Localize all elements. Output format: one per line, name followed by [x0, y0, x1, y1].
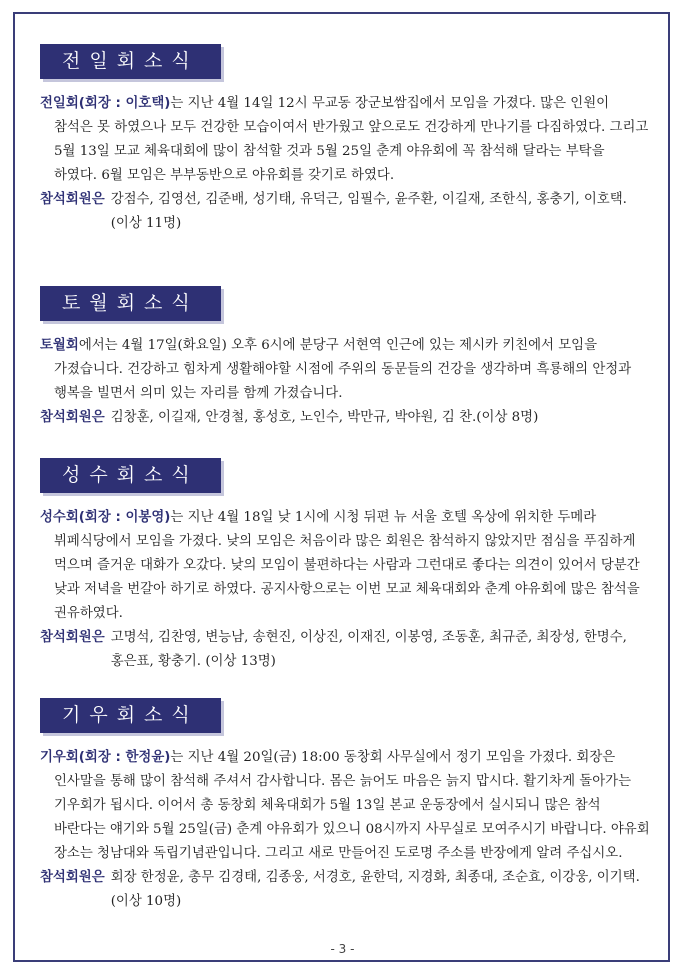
paragraph-text: 는 지난 4월 14일 12시 무교동 장군보쌈집에서 모임을 가졌다. 많은 인원이 참석은 못 하였으나 모두 건강한 모습이여서 반가웠고 앞으로도 건강하게 만나기를 다짐하였다. 그리고 5월 13일 모교 체육대회에 많이 참석할 것과 5월 25일 춘계 야유회에 꼭 참석해 달라는 부탁을 하였다. 6월 모임은 부부동반으로 야유회를 갖기로 하였다.: [54, 96, 649, 183]
paragraph-text: 에서는 4월 17일(화요일) 오후 6시에 분당구 서현역 인근에 있는 제시카 키친에서 모임을 가졌습니다. 건강하고 힘차게 생활해야할 시점에 주위의 동문들의 건강을 생각하며 흑룡해의 안정과 행복을 빌면서 의미 있는 자리를 함께 가졌습니다.: [54, 338, 632, 401]
attendees-row: [40, 626, 650, 674]
section-title: 전일회소식: [40, 44, 221, 79]
attendees-label: 참석회원은: [40, 192, 105, 207]
paragraph-text: 는 지난 4월 18일 낮 1시에 시청 뒤편 뉴 서울 호텔 옥상에 위치한 두메라 뷔페식당에서 모임을 가졌다. 낮의 모임은 처음이라 많은 회원은 참석하지 않았지만 점심을 푸짐하게 먹으며 즐거운 대화가 오갔다. 낮의 모임이 불편하다는 사람과 그런대로 좋다는 의견이 있어서 당분간 낮과 저녁을 번갈아 하기로 하였다. 공지사항으로는 이번 모교 체육대회와 춘계 야유회에 많은 참석을 권유하였다.: [54, 510, 640, 621]
paragraph-text: 는 지난 4월 20일(금) 18:00 동창회 사무실에서 정기 모임을 가졌다. 회장은 인사말을 통해 많이 참석해 주셔서 감사합니다. 몸은 늙어도 마음은 늙지 맙시다. 활기차게 돌아가는 기우회가 됩시다. 이어서 총 동창회 체육대회가 5월 13일 본교 운동장에서 실시되니 많은 참석 바란다는 얘기와 5월 25일(금) 춘계 야유회가 있으니 08시까지 사무실로 모여주시기 바랍니다. 야유회 장소는 청남대와 독립기념관입니다. 그리고 새로 만들어진 도로명 주소를 반장에게 알려 주십시오.: [54, 750, 650, 861]
attendees-label: 참석회원은: [40, 630, 105, 645]
attendees-list: 강점수, 김영선, 김준배, 성기태, 유덕근, 임필수, 윤주환, 이길재, 조한식, 홍충기, 이호택. (이상 11명): [110, 192, 627, 231]
attendees-row: [40, 406, 650, 430]
section-body: [40, 334, 650, 430]
club-name: 성수회(회장 : 이봉영): [40, 510, 171, 525]
section-giwu: [40, 698, 650, 914]
section-towol: [40, 286, 650, 430]
section-paragraph: [40, 506, 650, 626]
attendees-label: 참석회원은: [40, 410, 105, 425]
attendees-row: [40, 866, 650, 914]
section-title: 기우회소식: [40, 698, 221, 733]
attendees-label: 참석회원은: [40, 870, 105, 885]
attendees-list: 회장 한정윤, 총무 김경태, 김종웅, 서경호, 윤한덕, 지경화, 최종대, 조순효, 이강웅, 이기택. (이상 10명): [110, 870, 640, 909]
page-number: - 3 -: [330, 942, 355, 956]
section-seongsu: [40, 458, 650, 674]
section-title: 토월회소식: [40, 286, 221, 321]
club-name: 토월회: [40, 338, 79, 353]
attendees-list: 고명석, 김찬영, 변능남, 송현진, 이상진, 이재진, 이봉영, 조동훈, 최규준, 최장성, 한명수, 홍은표, 황충기. (이상 13명): [110, 630, 627, 669]
club-name: 전일회(회장 : 이호택): [40, 96, 171, 111]
attendees-list: 김창훈, 이길재, 안경철, 홍성호, 노인수, 박만규, 박야원, 김 찬.(이상 8명): [110, 410, 539, 425]
section-paragraph: [40, 334, 650, 406]
section-paragraph: [40, 746, 650, 866]
section-jeonil: [40, 44, 650, 236]
section-title: 성수회소식: [40, 458, 221, 493]
section-paragraph: [40, 92, 650, 188]
attendees-row: [40, 188, 650, 236]
section-body: [40, 506, 650, 674]
club-name: 기우회(회장 : 한정윤): [40, 750, 171, 765]
section-body: [40, 92, 650, 236]
section-body: [40, 746, 650, 914]
